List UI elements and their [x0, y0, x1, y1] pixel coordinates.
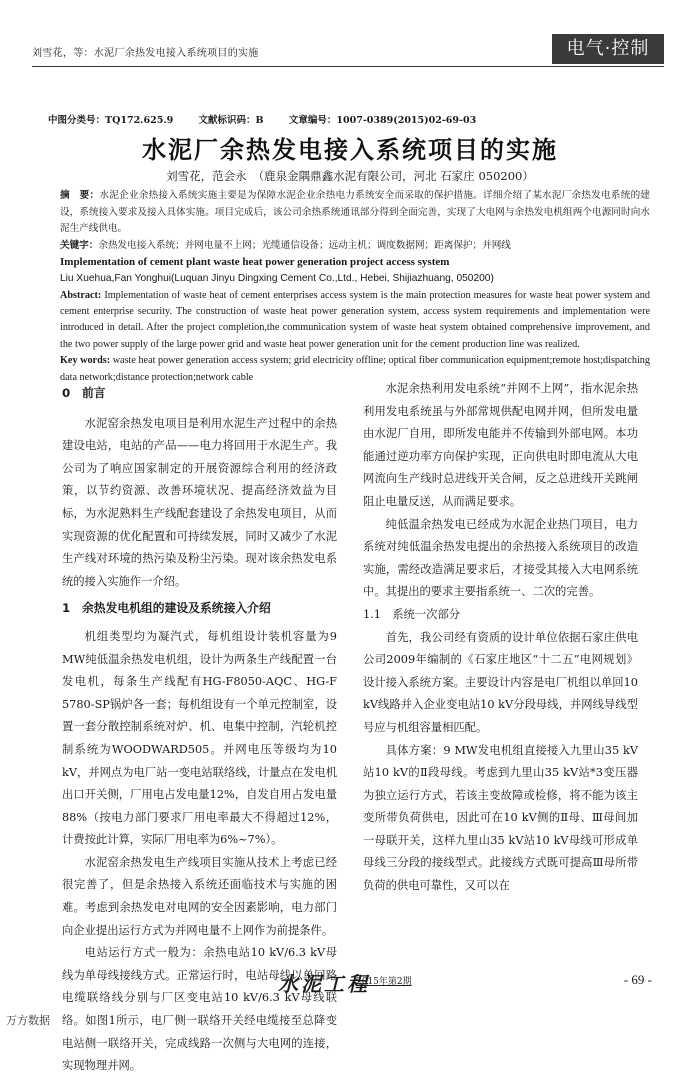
english-keywords-text: waste heat power generation access system; grid electricity offline; optical fiber communication equipment;remote host;dispatching data network;distance protection;network cable [60, 355, 650, 383]
body-paragraph: 纯低温余热发电已经成为水泥企业热门项目，电力系统对纯低温余热发电提出的余热接入系统项目的改造实施，需经改造满足要求后，才接受其接入大电网系统中。其提出的要求主要指系统一、二次的完善。 [363, 517, 638, 599]
english-abstract-text: Implementation of waste heat of cement enterprises access system is the main protection measures for waste heat power system and cement enterprise security. The construction of waste heat power generation system, access system requirements and implementation were introduced in detail. After the project completion,the communication system of waste heat system obtained comprehensive improvement, and the two power supply of the large power grid and waste heat power generation unit for the cement production line was realized. [60, 289, 650, 350]
english-keywords-label: Key words: [60, 355, 111, 367]
section-heading-1: 1 余热发电机组的建设及系统接入介绍 [62, 601, 271, 616]
abstract-cn [60, 188, 650, 238]
keywords-cn-text: 余热发电接入系统；并网电量不上网；光缆通信设备；远动主机；调度数据网；距离保护；并网线 [98, 239, 511, 251]
article-number: 文章编号：1007-0389(2015)02-69-03 [288, 115, 477, 126]
journal-logo: 水泥工程 [278, 972, 370, 996]
document-code: 文献标识码：B [198, 115, 264, 126]
body-paragraph: 电站运行方式一般为：余热电站10 kV/6.3 kV母线为单母线接线方式。正常运行时，电站母线以单回路电缆联络线分别与厂区变电站10 kV/6.3 kV母线联络。如图1所示，电厂侧一联络开关经电缆接至总降变电站侧一联络开关，完成线路一次侧与大电网的连接，实现物理并网。 [62, 946, 337, 1073]
clc-number: 中图分类号：TQ172.625.9 [48, 115, 174, 126]
abstract-cn-text: 水泥企业余热接入系统实施主要是为保障水泥企业余热电力系统安全而采取的保护措施。详细介绍了某水泥厂余热发电系统的建设，系统接入要求及接入具体实施。项目完成后，该公司余热系统通讯部分得到全面完善，实现了大电网与余热发电机组两个电源同时向水泥生产线供电。 [60, 190, 651, 235]
english-authors: Liu Xuehua,Fan Yonghui(Luquan Jinyu Dingxing Cement Co.,Ltd., Hebei, Shijiazhuang, 050200) [60, 272, 494, 284]
body-paragraph: 首先，我公司经有资质的设计单位依据石家庄供电公司2009年编制的《石家庄地区“十二五”电网规划》设计接入系统方案。主要设计内容是电厂机组以单回10 kV线路并入企业变电站10 kV分段母线，并网线导线型号应与机组容量相匹配。 [363, 630, 638, 734]
english-abstract [60, 288, 650, 354]
abstract-block [60, 188, 650, 386]
body-paragraph: 水泥窑余热发电生产线项目实施从技术上考虑已经很完善了，但是余热接入系统还面临技术与实施的困难。考虑到余热发电对电网的安全因素影响，电力部门向企业提出运行方式为并网电量不上网作为前提条件。 [62, 855, 337, 937]
author-line [0, 168, 700, 184]
author-affiliation: （鹿泉金隅鼎鑫水泥有限公司，河北 石家庄 050200） [252, 169, 534, 183]
section-heading-intro: 0 前言 [62, 386, 106, 400]
english-abstract-label: Abstract: [60, 289, 102, 301]
subsection-heading-1-1: 1.1 系统一次部分 [363, 607, 461, 621]
author-names: 刘雪花，范会永 [166, 169, 247, 183]
header-rule [32, 66, 664, 67]
running-head: 刘雪花，等：水泥厂余热发电接入系统项目的实施 [32, 48, 259, 59]
classification-line [48, 112, 498, 126]
keywords-cn-label: 关键字： [60, 239, 99, 251]
english-title: Implementation of cement plant waste heat power generation project access system [60, 256, 450, 269]
body-paragraph: 水泥窑余热发电项目是利用水泥生产过程中的余热建设电站，电站的产品——电力将回用于水泥生产。我公司为了响应国家制定的开展资源综合利用的经济政策，以节约资源、改善环境状况、提高经济效益为目标，为水泥熟料生产线配套建设了余热发电项目，从而实现资源的优化配置和可持续发展，同时又减少了水泥生产线对环境的热污染及粉尘污染。现对该余热发电系统的接入实施作一介绍。 [62, 416, 337, 588]
body-paragraph: 具体方案：9 MW发电机组直接接入九里山35 kV站10 kV的Ⅱ段母线。考虑到九里山35 kV站*3变压器为独立运行方式，若该主变故障或检修，将不能为该主变所带负荷供电，因此可在10 kV侧的Ⅱ母、Ⅲ母间加一母联开关，这样九里山35 kV站10 kV母线可形成单母线三分段的接线型式。此接线方式既可提高Ⅲ母所带负荷的供电可靠性，又可以在 [363, 743, 638, 893]
abstract-cn-label: 摘 要： [60, 190, 100, 201]
journal-issue: 2015年第2期 [356, 977, 412, 987]
body-paragraph: 水泥余热利用发电系统“并网不上网”，指水泥余热利用发电系统虽与外部常规供配电网并网，但所发电量由水泥厂自用，即所发电能并不传输到外部电网。本功能通过逆功率方向保护实现，正向供电时即电流从大电网流向生产线时总进线开关合闸，反之总进线开关跳闸阻止电量反送，从而满足要求。 [363, 382, 638, 508]
body-paragraph: 机组类型均为凝汽式，每机组设计装机容量为9 MW纯低温余热发电机组，设计为两条生产线配置一台发电机，每条生产线配有HG-F8050-AQC、HG-F 5780-SP锅炉各一套；每机组设有一个单元控制室，设置一套分散控制系统对炉、机、电集中控制，汽轮机控制系统为WOODWARD505。并网电压等级均为10 kV，并网点为电厂站一变电站联络线，计量点在发电机出口开关侧，厂用电占发电量12%，自发自用占发电量88%（按电力部门要求厂用电率最大不得超过12%，计费按此计算，实际厂用电率为6%~7%）。 [62, 629, 337, 847]
paper-title: 水泥厂余热发电接入系统项目的实施 [142, 136, 558, 164]
source-watermark: 万方数据 [6, 1014, 50, 1027]
keywords-cn [60, 238, 650, 255]
body-column-right [363, 378, 638, 898]
page-number: - 69 - [623, 972, 652, 987]
section-badge: 电气·控制 [552, 34, 664, 64]
